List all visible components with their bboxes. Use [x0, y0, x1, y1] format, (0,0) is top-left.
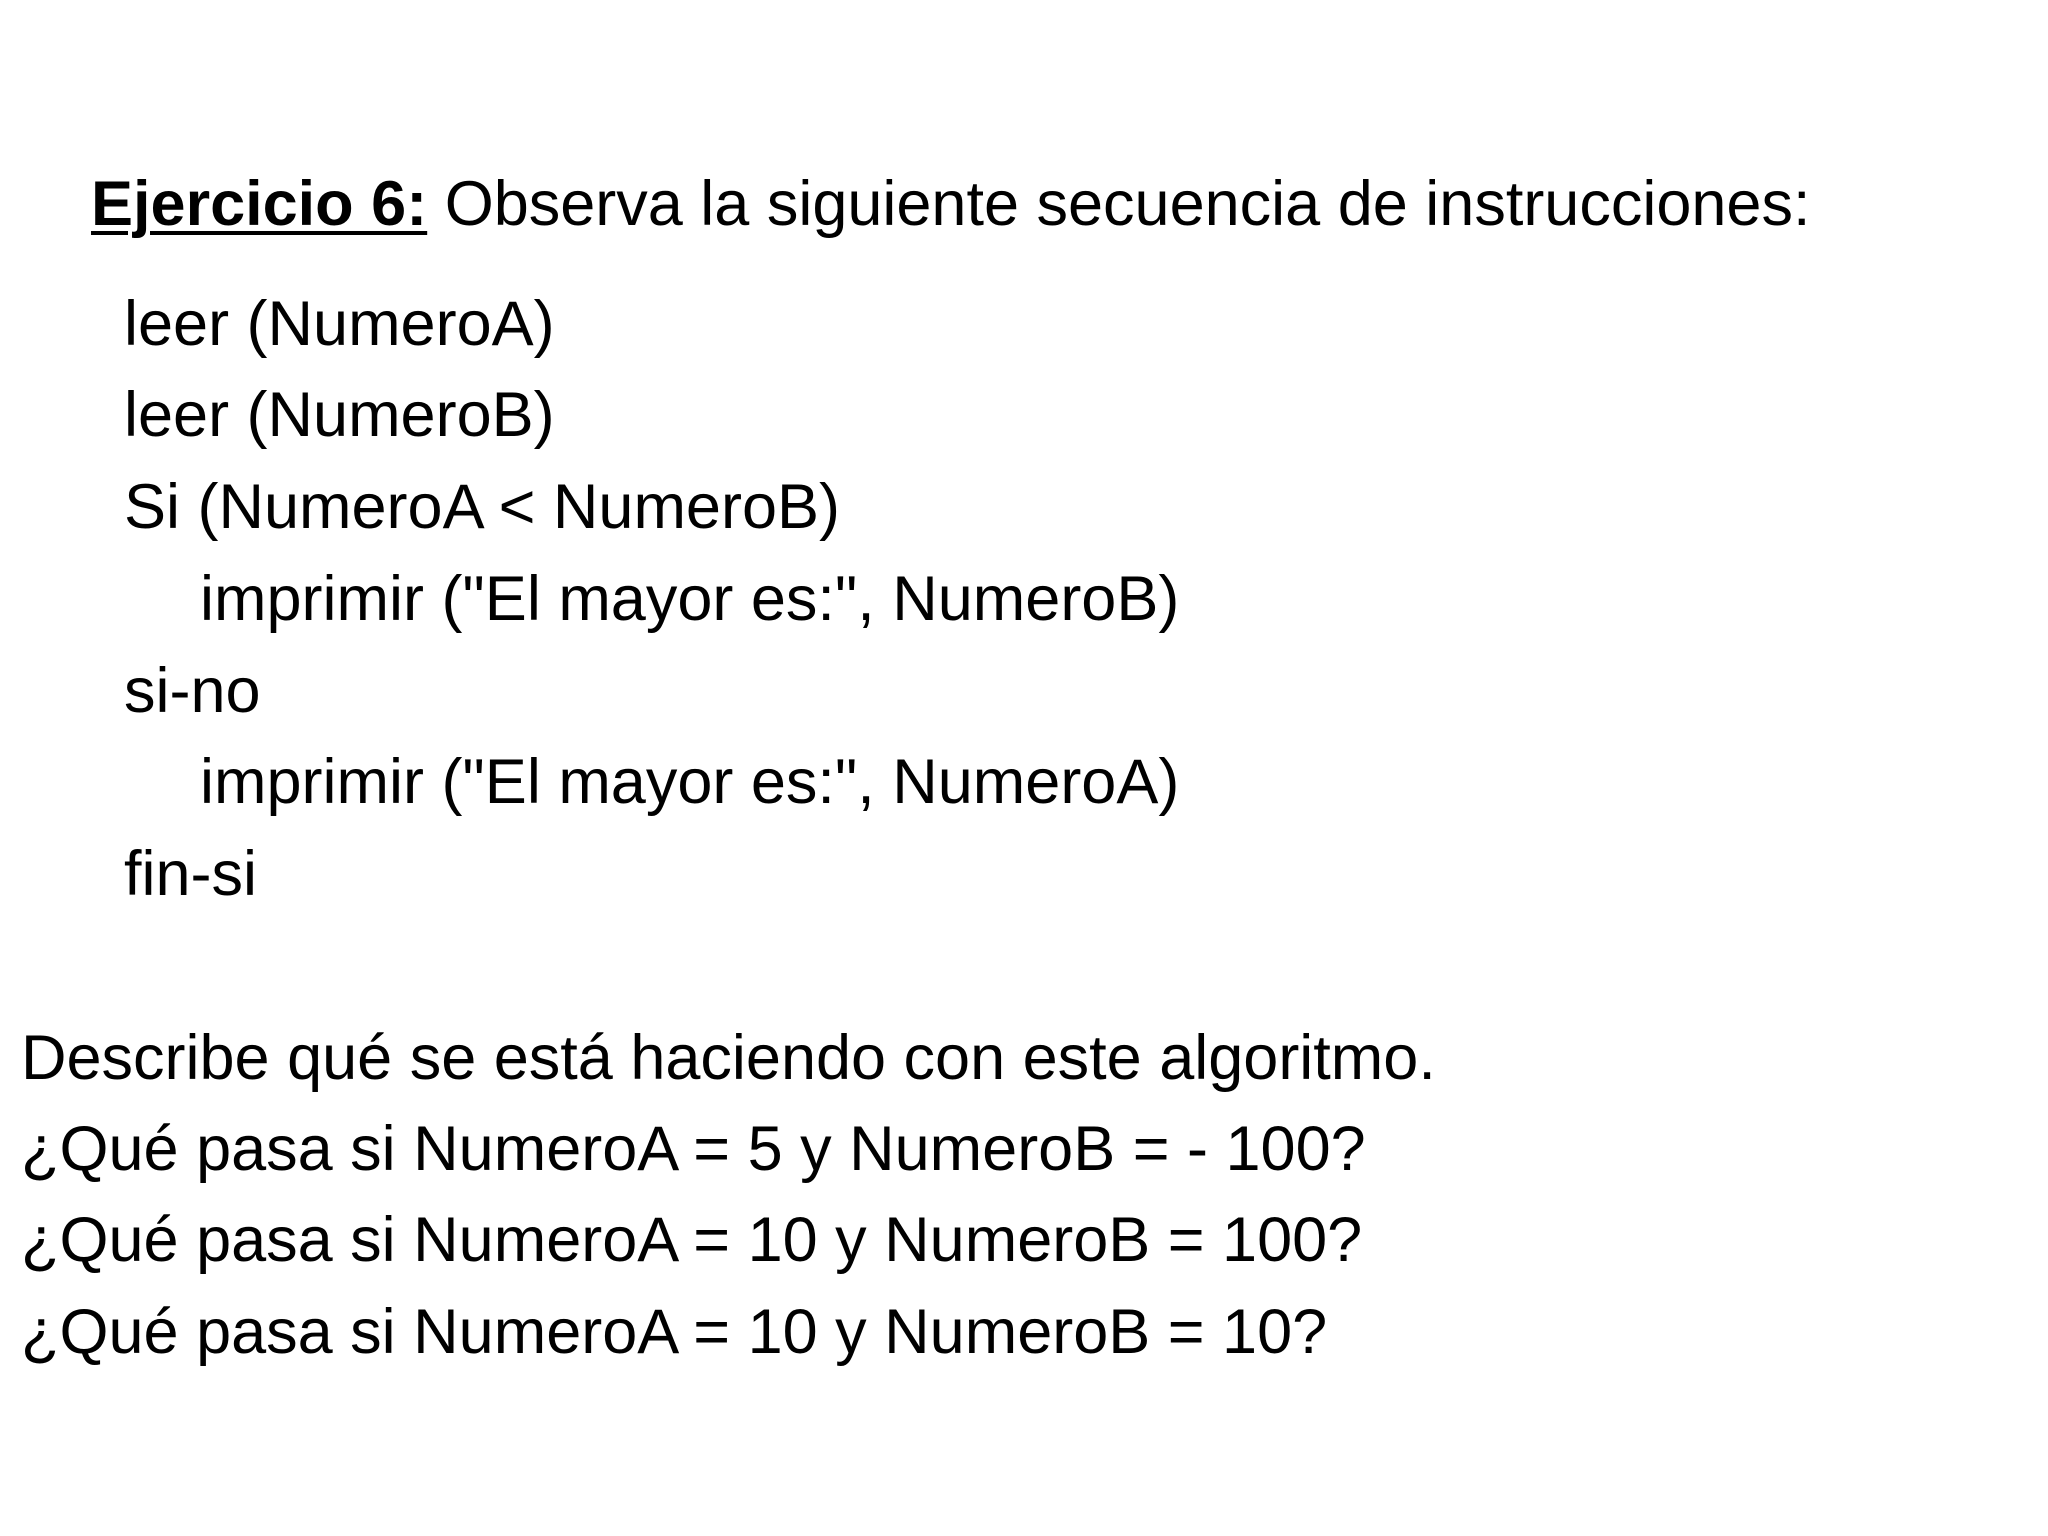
code-line: imprimir ("El mayor es:", NumeroA) — [200, 747, 1180, 817]
question-item: ¿Qué pasa si NumeroA = 5 y NumeroB = - 100? — [21, 1114, 1366, 1184]
code-line: si-no — [124, 656, 261, 726]
code-line: fin-si — [124, 839, 258, 909]
question-item: ¿Qué pasa si NumeroA = 10 y NumeroB = 10? — [21, 1297, 1328, 1367]
exercise-instruction: Observa la siguiente secuencia de instrucciones: — [427, 169, 1811, 239]
question-describe: Describe qué se está haciendo con este algoritmo. — [21, 1023, 1436, 1093]
question-item: ¿Qué pasa si NumeroA = 10 y NumeroB = 100? — [21, 1205, 1363, 1275]
code-line: leer (NumeroB) — [124, 380, 555, 450]
exercise-heading — [21, 110, 1810, 299]
code-line: leer (NumeroA) — [124, 289, 555, 359]
exercise-number-label: Ejercicio 6: — [91, 169, 428, 239]
code-line: Si (NumeroA < NumeroB) — [124, 472, 840, 542]
code-line: imprimir ("El mayor es:", NumeroB) — [200, 564, 1180, 634]
